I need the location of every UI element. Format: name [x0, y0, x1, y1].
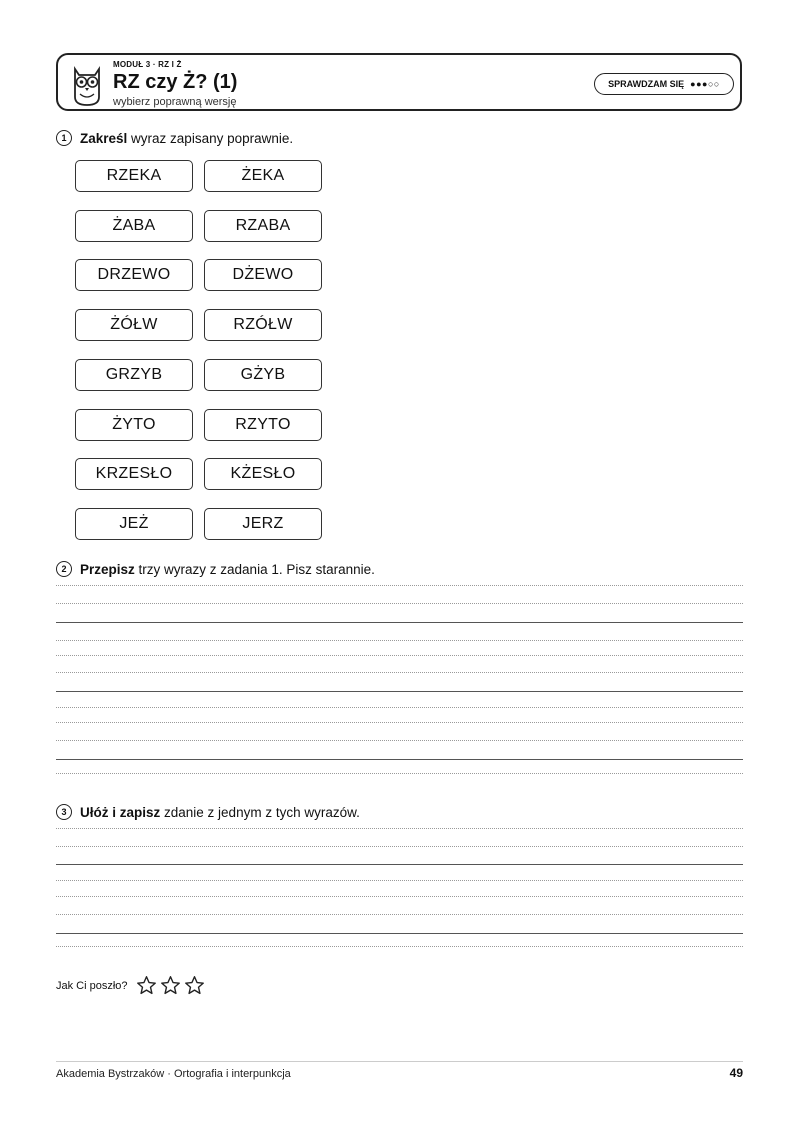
word-option[interactable]: GŻYB	[204, 359, 322, 391]
writing-line-base	[56, 691, 743, 692]
word-option[interactable]: ŻEKA	[204, 160, 322, 192]
task-3-verb: Ułóż i zapisz	[80, 804, 161, 820]
task-3-text: zdanie z jednym z tych wyrazów.	[160, 804, 360, 820]
page-subtitle: wybierz poprawną wersję	[113, 96, 237, 108]
writing-line-base	[56, 622, 743, 623]
word-option[interactable]: ŻYTO	[75, 409, 193, 441]
writing-line-dotted	[56, 603, 743, 604]
page-number: 49	[729, 1066, 743, 1080]
word-option[interactable]: KRZESŁO	[75, 458, 193, 490]
star-outline-icon[interactable]	[136, 975, 157, 996]
self-rating	[56, 975, 205, 996]
task-number: 2	[56, 561, 72, 577]
task-number: 3	[56, 804, 72, 820]
task-1-text: wyraz zapisany poprawnie.	[127, 130, 294, 146]
writing-line-dotted	[56, 722, 743, 723]
word-option[interactable]: ŻABA	[75, 210, 193, 242]
writing-line-dotted	[56, 773, 743, 774]
writing-line-dotted	[56, 740, 743, 741]
word-option[interactable]: RZÓŁW	[204, 309, 322, 341]
task-1-verb: Zakreśl	[80, 130, 128, 146]
footer-divider	[56, 1061, 743, 1062]
writing-line-base	[56, 933, 743, 934]
writing-line-dotted	[56, 896, 743, 897]
rating-label: Jak Ci poszło?	[56, 979, 128, 992]
writing-line-dotted	[56, 585, 743, 586]
writing-line-dotted	[56, 946, 743, 947]
task-2-verb: Przepisz	[80, 561, 135, 577]
writing-line-dotted	[56, 672, 743, 673]
writing-line-base	[56, 864, 743, 865]
page-title: RZ czy Ż? (1)	[113, 71, 238, 93]
word-option[interactable]: DŻEWO	[204, 259, 322, 291]
header-box	[56, 53, 742, 111]
writing-line-dotted	[56, 707, 743, 708]
check-label: SPRAWDZAM SIĘ	[608, 79, 685, 89]
writing-line-dotted	[56, 640, 743, 641]
writing-line-dotted	[56, 880, 743, 881]
task-1-instruction	[56, 130, 293, 146]
task-number: 1	[56, 130, 72, 146]
writing-line-dotted	[56, 655, 743, 656]
word-option[interactable]: RZYTO	[204, 409, 322, 441]
module-label: MODUŁ 3 · RZ I Ż	[113, 60, 182, 69]
task-2-instruction	[56, 561, 375, 577]
word-option[interactable]: JERZ	[204, 508, 322, 540]
footer-book-title: Akademia Bystrzaków · Ortografia i interpunkcja	[56, 1068, 291, 1080]
word-option[interactable]: JEŻ	[75, 508, 193, 540]
rating-stars	[136, 975, 205, 996]
writing-line-dotted	[56, 828, 743, 829]
word-option[interactable]: DRZEWO	[75, 259, 193, 291]
word-option[interactable]: KŻESŁO	[204, 458, 322, 490]
star-outline-icon[interactable]	[184, 975, 205, 996]
word-option[interactable]: ŻÓŁW	[75, 309, 193, 341]
task-3-instruction	[56, 804, 360, 820]
word-option[interactable]: GRZYB	[75, 359, 193, 391]
word-option[interactable]: RZEKA	[75, 160, 193, 192]
writing-line-dotted	[56, 846, 743, 847]
owl-icon	[69, 63, 105, 107]
writing-line-base	[56, 759, 743, 760]
task-2-text: trzy wyrazy z zadania 1. Pisz starannie.	[134, 561, 375, 577]
difficulty-dots: ●●●○○	[690, 79, 720, 89]
star-outline-icon[interactable]	[160, 975, 181, 996]
writing-line-dotted	[56, 914, 743, 915]
word-option[interactable]: RZABA	[204, 210, 322, 242]
check-yourself-badge	[594, 73, 734, 95]
